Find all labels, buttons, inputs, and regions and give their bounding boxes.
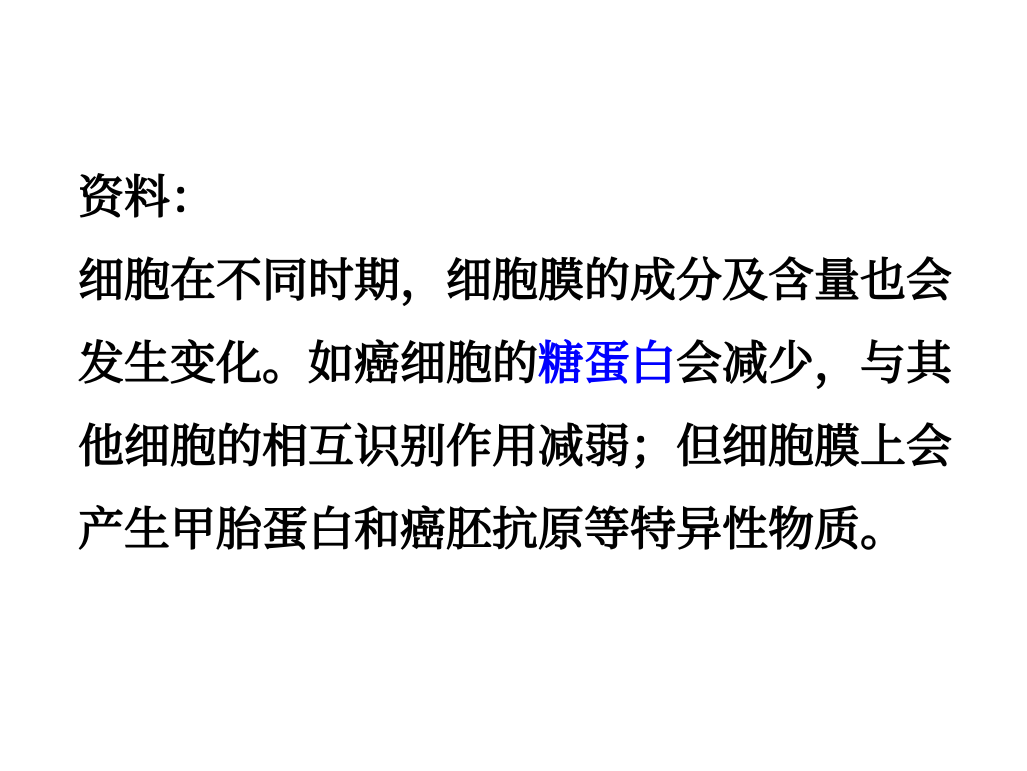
body-line-2-post: 会减少，与其 — [676, 337, 952, 389]
body-line-3: 他细胞的相互识别作用减弱；但细胞膜上会 — [78, 420, 952, 472]
body-line-4: 产生甲胎蛋白和癌胚抗原等特异性物质。 — [78, 503, 906, 555]
slide-text-block — [78, 156, 968, 571]
body-line-1: 细胞在不同时期，细胞膜的成分及含量也会 — [78, 254, 952, 306]
glycoprotein-term: 糖蛋白 — [538, 337, 676, 389]
body-line-2 — [78, 322, 968, 405]
slide-title: 资料： — [78, 171, 216, 223]
body-line-2-pre: 发生变化。如癌细胞的 — [78, 337, 538, 389]
